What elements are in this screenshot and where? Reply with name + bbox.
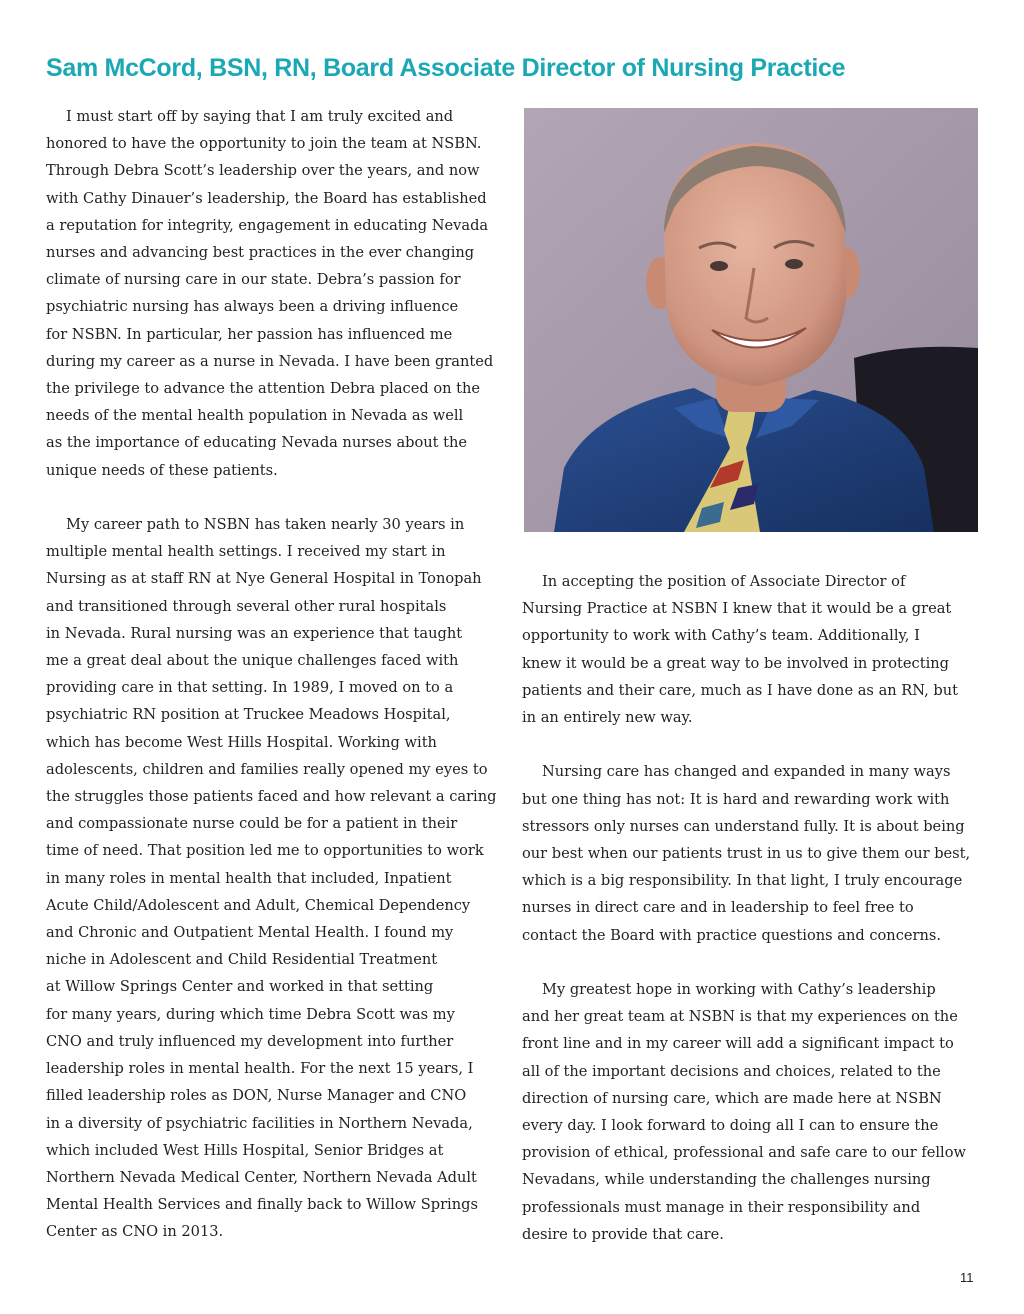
text-line: in an entirely new way. bbox=[522, 709, 693, 727]
paragraph-gap bbox=[522, 731, 992, 758]
text-line: psychiatric nursing has always been a driving influence bbox=[46, 298, 459, 316]
text-line: which included West Hills Hospital, Senior Bridges at bbox=[46, 1141, 444, 1159]
text-line: in Nevada. Rural nursing was an experience that taught bbox=[46, 624, 463, 642]
paragraph-gap bbox=[46, 484, 508, 511]
text-line: time of need. That position led me to opportunities to work bbox=[46, 842, 484, 860]
text-line: which is a big responsibility. In that light, I truly encourage bbox=[522, 872, 963, 890]
text-line: opportunity to work with Cathy’s team. Additionally, I bbox=[522, 627, 920, 645]
text-line: Center as CNO in 2013. bbox=[46, 1223, 224, 1241]
text-line: Mental Health Services and finally back to Willow Springs bbox=[46, 1196, 478, 1214]
paragraph-5 bbox=[522, 976, 992, 1248]
text-line: Through Debra Scott’s leadership over the years, and now bbox=[46, 162, 480, 180]
text-line: filled leadership roles as DON, Nurse Manager and CNO bbox=[46, 1087, 467, 1105]
text-line: Nursing care has changed and expanded in many ways bbox=[542, 763, 951, 781]
right-eye bbox=[785, 259, 803, 269]
paragraph-2 bbox=[46, 511, 508, 1245]
text-line: My career path to NSBN has taken nearly 30 years in bbox=[66, 516, 465, 534]
text-line: for many years, during which time Debra Scott was my bbox=[46, 1005, 455, 1023]
paragraph-gap bbox=[522, 949, 992, 976]
text-line: Acute Child/Adolescent and Adult, Chemical Dependency bbox=[46, 896, 471, 914]
text-line: patients and their care, much as I have done as an RN, but bbox=[522, 681, 959, 699]
right-column bbox=[522, 568, 992, 1248]
text-line: our best when our patients trust in us to give them our best, bbox=[522, 845, 971, 863]
text-line: in a diversity of psychiatric facilities in Northern Nevada, bbox=[46, 1114, 473, 1132]
text-line: multiple mental health settings. I received my start in bbox=[46, 543, 446, 561]
text-line: nurses and advancing best practices in the ever changing bbox=[46, 244, 475, 262]
text-line: a reputation for integrity, engagement in educating Nevada bbox=[46, 216, 489, 234]
text-line: provision of ethical, professional and safe care to our fellow bbox=[522, 1144, 967, 1162]
text-line: which has become West Hills Hospital. Working with bbox=[46, 733, 437, 751]
text-line: knew it would be a great way to be involved in protecting bbox=[522, 654, 949, 672]
text-line: Nevadans, while understanding the challenges nursing bbox=[522, 1171, 931, 1189]
text-line: stressors only nurses can understand fully. It is about being bbox=[522, 817, 965, 835]
text-line: niche in Adolescent and Child Residential Treatment bbox=[46, 951, 438, 969]
text-line: direction of nursing care, which are made here at NSBN bbox=[522, 1089, 942, 1107]
text-line: unique needs of these patients. bbox=[46, 461, 278, 479]
text-line: as the importance of educating Nevada nurses about the bbox=[46, 434, 468, 452]
article-title: Sam McCord, BSN, RN, Board Associate Director of Nursing Practice bbox=[46, 54, 846, 82]
text-line: the struggles those patients faced and how relevant a caring bbox=[46, 788, 497, 806]
text-line: adolescents, children and families really opened my eyes to bbox=[46, 760, 488, 778]
text-line: but one thing has not: It is hard and rewarding work with bbox=[522, 790, 950, 808]
text-line: every day. I look forward to doing all I can to ensure the bbox=[522, 1117, 939, 1135]
text-line: desire to provide that care. bbox=[522, 1225, 724, 1243]
text-line: leadership roles in mental health. For the next 15 years, I bbox=[46, 1060, 474, 1078]
left-column bbox=[46, 103, 508, 1246]
text-line: in many roles in mental health that included, Inpatient bbox=[46, 869, 452, 887]
text-line: Northern Nevada Medical Center, Northern Nevada Adult bbox=[46, 1168, 477, 1186]
text-line: and compassionate nurse could be for a patient in their bbox=[46, 815, 458, 833]
text-line: professionals must manage in their responsibility and bbox=[522, 1198, 921, 1216]
text-line: all of the important decisions and choices, related to the bbox=[522, 1062, 941, 1080]
text-line: during my career as a nurse in Nevada. I have been granted bbox=[46, 352, 494, 370]
page-number: 11 bbox=[960, 1270, 974, 1285]
text-line: My greatest hope in working with Cathy’s leadership bbox=[542, 981, 936, 999]
text-line: CNO and truly influenced my development into further bbox=[46, 1032, 454, 1050]
text-line: climate of nursing care in our state. Debra’s passion for bbox=[46, 271, 461, 289]
text-line: at Willow Springs Center and worked in that setting bbox=[46, 978, 434, 996]
text-line: the privilege to advance the attention Debra placed on the bbox=[46, 380, 481, 398]
text-line: and her great team at NSBN is that my experiences on the bbox=[522, 1008, 958, 1026]
portrait-illustration bbox=[524, 108, 978, 532]
text-line: Nursing Practice at NSBN I knew that it would be a great bbox=[522, 600, 952, 618]
text-line: me a great deal about the unique challenges faced with bbox=[46, 652, 459, 670]
text-line: contact the Board with practice questions and concerns. bbox=[522, 926, 942, 944]
text-line: front line and in my career will add a significant impact to bbox=[522, 1035, 954, 1053]
text-line: I must start off by saying that I am truly excited and bbox=[66, 108, 454, 125]
left-eye bbox=[710, 261, 728, 271]
text-line: psychiatric RN position at Truckee Meadows Hospital, bbox=[46, 706, 451, 724]
text-line: providing care in that setting. In 1989, I moved on to a bbox=[46, 679, 454, 697]
text-line: nurses in direct care and in leadership to feel free to bbox=[522, 899, 914, 917]
text-line: with Cathy Dinauer’s leadership, the Board has established bbox=[46, 189, 487, 207]
paragraph-4 bbox=[522, 758, 992, 948]
paragraph-3 bbox=[522, 568, 992, 731]
text-line: In accepting the position of Associate Director of bbox=[542, 573, 906, 590]
paragraph-1 bbox=[46, 103, 508, 484]
text-line: Nursing as at staff RN at Nye General Hospital in Tonopah bbox=[46, 570, 482, 588]
text-line: honored to have the opportunity to join the team at NSBN. bbox=[46, 135, 482, 153]
portrait-photo bbox=[524, 108, 978, 532]
text-line: and transitioned through several other rural hospitals bbox=[46, 597, 447, 615]
text-line: for NSBN. In particular, her passion has influenced me bbox=[46, 325, 453, 343]
text-line: and Chronic and Outpatient Mental Health. I found my bbox=[46, 924, 454, 942]
text-line: needs of the mental health population in Nevada as well bbox=[46, 407, 464, 425]
